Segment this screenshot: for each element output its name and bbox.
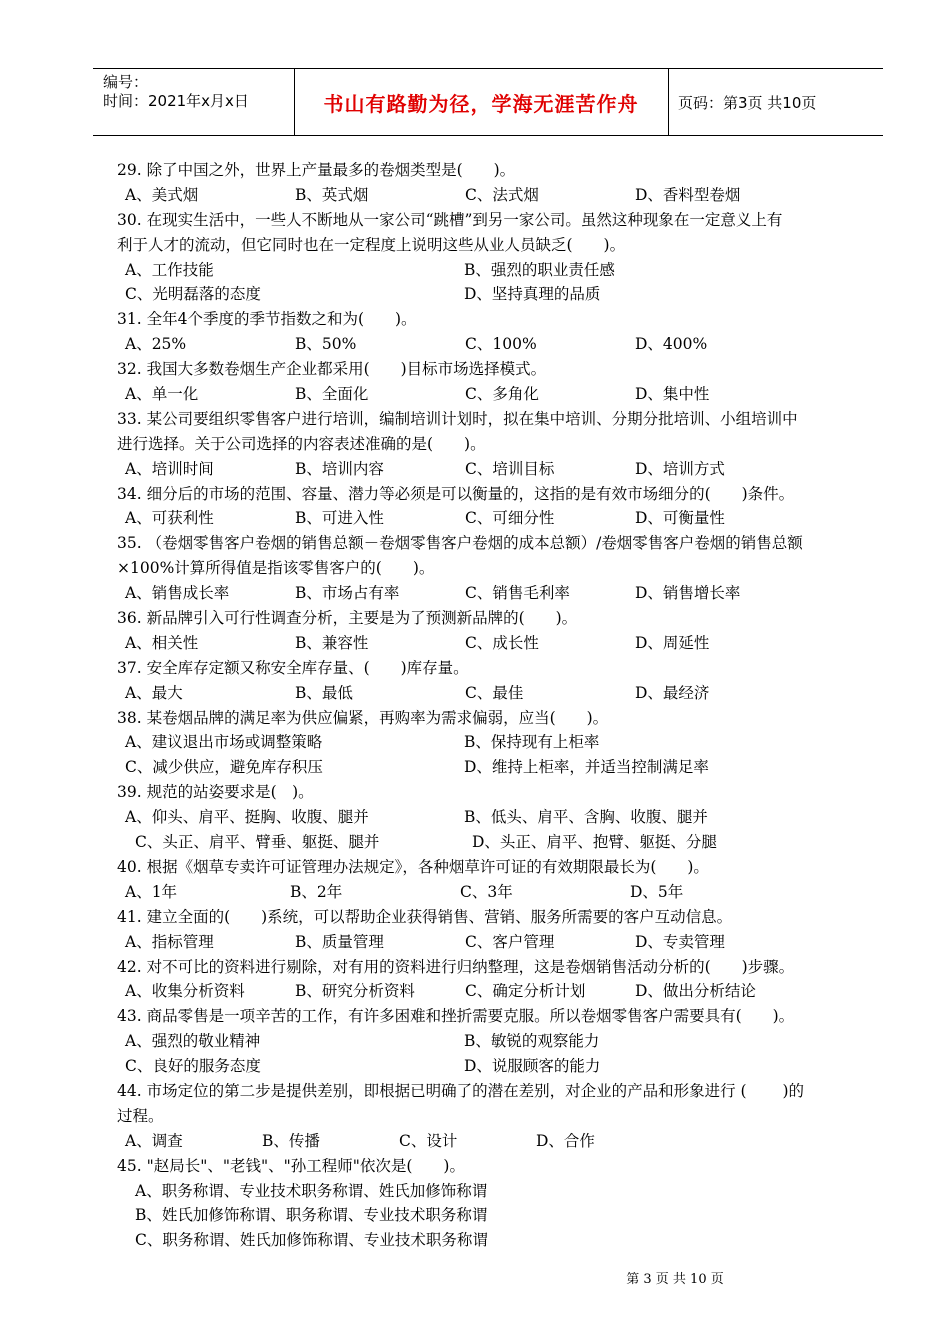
options-row	[117, 1054, 867, 1079]
question-text: 37. 安全库存定额又称安全库存量、( )库存量。	[117, 658, 469, 677]
options-row	[117, 282, 867, 307]
options-row	[117, 382, 867, 407]
option-item: B、最低	[295, 683, 353, 702]
option-item: C、头正、肩平、臂垂、躯挺、腿并	[135, 833, 380, 852]
option-item: D、最经济	[635, 683, 710, 702]
option-item: B、全面化	[295, 385, 369, 404]
question-text: ×100%计算所得值是指该零售客户的( )。	[117, 559, 435, 578]
option-item: D、头正、肩平、抱臂、躯挺、分腿	[472, 833, 717, 852]
option-item: B、兼容性	[295, 633, 369, 652]
question-list	[117, 158, 867, 1253]
option-item: B、传播	[262, 1131, 320, 1150]
options-row	[117, 506, 867, 531]
options-row	[117, 332, 867, 357]
options-row	[117, 258, 867, 283]
time-label: 时间：2021年x月x日	[103, 92, 249, 110]
option-item: A、25%	[125, 335, 187, 354]
question-text: 29. 除了中国之外，世界上产量最多的卷烟类型是( )。	[117, 161, 516, 179]
options-row	[117, 183, 867, 208]
option-item: D、合作	[536, 1131, 595, 1150]
option-item: D、坚持真理的品质	[464, 285, 601, 304]
question-text: 34. 细分后的市场的范围、容量、潜力等必须是可以衡量的，这指的是有效市场细分的( )条件。	[117, 484, 795, 503]
option-item: C、多角化	[465, 385, 539, 404]
question-text: 进行选择。关于公司选择的内容表述准确的是( )。	[117, 434, 486, 453]
option-item: B、50%	[295, 335, 357, 354]
option-item: C、法式烟	[465, 185, 539, 204]
option-item: B、强烈的职业责任感	[464, 260, 615, 279]
question-text: 36. 新品牌引入可行性调查分析，主要是为了预测新品牌的( )。	[117, 609, 578, 628]
option-item: A、单一化	[125, 385, 199, 404]
options-row	[117, 880, 867, 905]
options-row	[117, 730, 867, 755]
question-text: 41. 建立全面的( )系统，可以帮助企业获得销售、营销、服务所需要的客户互动信息。	[117, 907, 733, 926]
option-item: D、400%	[635, 335, 708, 354]
option-item: A、相关性	[125, 633, 199, 652]
options-row	[117, 681, 867, 706]
option-item: B、研究分析资料	[295, 982, 415, 1001]
option-item: A、收集分析资料	[125, 982, 245, 1001]
header-motto: 书山有路勤为径，学海无涯苦作舟	[323, 91, 639, 116]
option-item: A、建议退出市场或调整策略	[125, 733, 323, 752]
options-row	[117, 631, 867, 656]
options-row	[117, 581, 867, 606]
question-text: 30. 在现实生活中，一些人不断地从一家公司“跳槽”到另一家公司。虽然这种现象在一定意义上有	[117, 210, 783, 229]
header-meta	[103, 73, 249, 111]
option-item: C、100%	[465, 335, 537, 354]
question-text: 45. "赵局长"、"老钱"、"孙工程师"依次是( )。	[117, 1156, 465, 1175]
option-item: D、周延性	[635, 633, 710, 652]
option-item: B、2年	[290, 882, 343, 901]
option-item: B、保持现有上柜率	[464, 733, 600, 752]
option-line: A、职务称谓、专业技术职务称谓、姓氏加修饰称谓	[135, 1181, 488, 1200]
serial-label: 编号：	[103, 73, 149, 91]
question-text: 43. 商品零售是一项辛苦的工作，有许多困难和挫折需要克服。所以卷烟零售客户需要具有( )。	[117, 1007, 795, 1026]
options-row	[117, 830, 867, 855]
option-item: C、销售毛利率	[465, 584, 570, 603]
option-line: C、职务称谓、姓氏加修饰称谓、专业技术职务称谓	[135, 1231, 488, 1250]
option-item: D、培训方式	[635, 459, 725, 478]
option-item: B、敏锐的观察能力	[464, 1032, 600, 1051]
question-text: 40. 根据《烟草专卖许可证管理办法规定》，各种烟草许可证的有效期限最长为( )。	[117, 857, 709, 876]
option-item: C、可细分性	[465, 509, 555, 528]
option-item: C、设计	[399, 1131, 458, 1150]
option-line: B、姓氏加修饰称谓、职务称谓、专业技术职务称谓	[135, 1206, 488, 1225]
option-item: D、维持上柜率，并适当控制满足率	[464, 758, 709, 777]
options-row	[117, 979, 867, 1004]
options-row	[117, 755, 867, 780]
option-item: D、专卖管理	[635, 932, 725, 951]
question-text: 35. （卷烟零售客户卷烟的销售总额－卷烟零售客户卷烟的成本总额）/卷烟零售客户卷烟的销售总额	[117, 534, 803, 553]
options-row	[117, 805, 867, 830]
option-item: A、1年	[125, 882, 178, 901]
option-item: A、指标管理	[125, 932, 214, 951]
options-row	[117, 1129, 867, 1154]
question-text: 过程。	[117, 1106, 164, 1125]
header-divider	[668, 69, 669, 135]
header-page-label: 页码：第3页 共10页	[678, 93, 817, 112]
question-text: 42. 对不可比的资料进行剔除，对有用的资料进行归纳整理，这是卷烟销售活动分析的( )步骤。	[117, 957, 795, 976]
option-item: C、减少供应，避免库存积压	[125, 758, 323, 777]
option-item: A、销售成长率	[125, 584, 230, 603]
option-item: B、低头、肩平、含胸、收腹、腿并	[464, 808, 708, 827]
option-item: B、市场占有率	[295, 584, 400, 603]
option-item: B、质量管理	[295, 932, 384, 951]
options-row	[117, 1029, 867, 1054]
option-item: C、良好的服务态度	[125, 1057, 261, 1076]
option-item: D、集中性	[635, 385, 710, 404]
option-item: A、工作技能	[125, 260, 214, 279]
option-item: D、5年	[630, 882, 684, 901]
option-item: B、可进入性	[295, 509, 384, 528]
option-item: A、仰头、肩平、挺胸、收腹、腿并	[125, 808, 369, 827]
option-item: B、培训内容	[295, 459, 384, 478]
option-item: D、做出分析结论	[635, 982, 756, 1001]
option-item: C、光明磊落的态度	[125, 285, 261, 304]
option-item: C、培训目标	[465, 459, 555, 478]
option-item: A、培训时间	[125, 459, 214, 478]
option-item: B、英式烟	[295, 185, 369, 204]
option-item: A、可获利性	[125, 509, 214, 528]
option-item: C、成长性	[465, 633, 539, 652]
option-item: C、确定分析计划	[465, 982, 586, 1001]
option-item: A、美式烟	[125, 185, 199, 204]
question-text: 39. 规范的站姿要求是( )。	[117, 783, 314, 802]
option-item: C、客户管理	[465, 932, 555, 951]
header-table	[93, 68, 883, 136]
options-row	[117, 930, 867, 955]
option-item: C、最佳	[465, 683, 524, 702]
page-footer: 第 3 页 共 10 页	[626, 1272, 724, 1287]
options-row	[117, 457, 867, 482]
question-text: 33. 某公司要组织零售客户进行培训，编制培训计划时，拟在集中培训、分期分批培训、小组培训中	[117, 409, 798, 428]
option-item: A、强烈的敬业精神	[125, 1032, 261, 1051]
question-text: 44. 市场定位的第二步是提供差别，即根据已明确了的潜在差别，对企业的产品和形象进行 ( )的	[117, 1081, 805, 1100]
option-item: D、香料型卷烟	[635, 185, 741, 204]
question-text: 利于人才的流动，但它同时也在一定程度上说明这些从业人员缺乏( )。	[117, 235, 626, 254]
question-text: 32. 我国大多数卷烟生产企业都采用( )目标市场选择模式。	[117, 360, 547, 379]
option-item: D、销售增长率	[635, 584, 741, 603]
option-item: A、调查	[125, 1131, 183, 1150]
option-item: D、说服顾客的能力	[464, 1057, 601, 1076]
option-item: C、3年	[460, 882, 513, 901]
question-text: 38. 某卷烟品牌的满足率为供应偏紧，再购率为需求偏弱，应当( )。	[117, 708, 609, 727]
option-item: A、最大	[125, 683, 183, 702]
option-item: D、可衡量性	[635, 509, 725, 528]
question-text: 31. 全年4个季度的季节指数之和为( )。	[117, 310, 417, 329]
